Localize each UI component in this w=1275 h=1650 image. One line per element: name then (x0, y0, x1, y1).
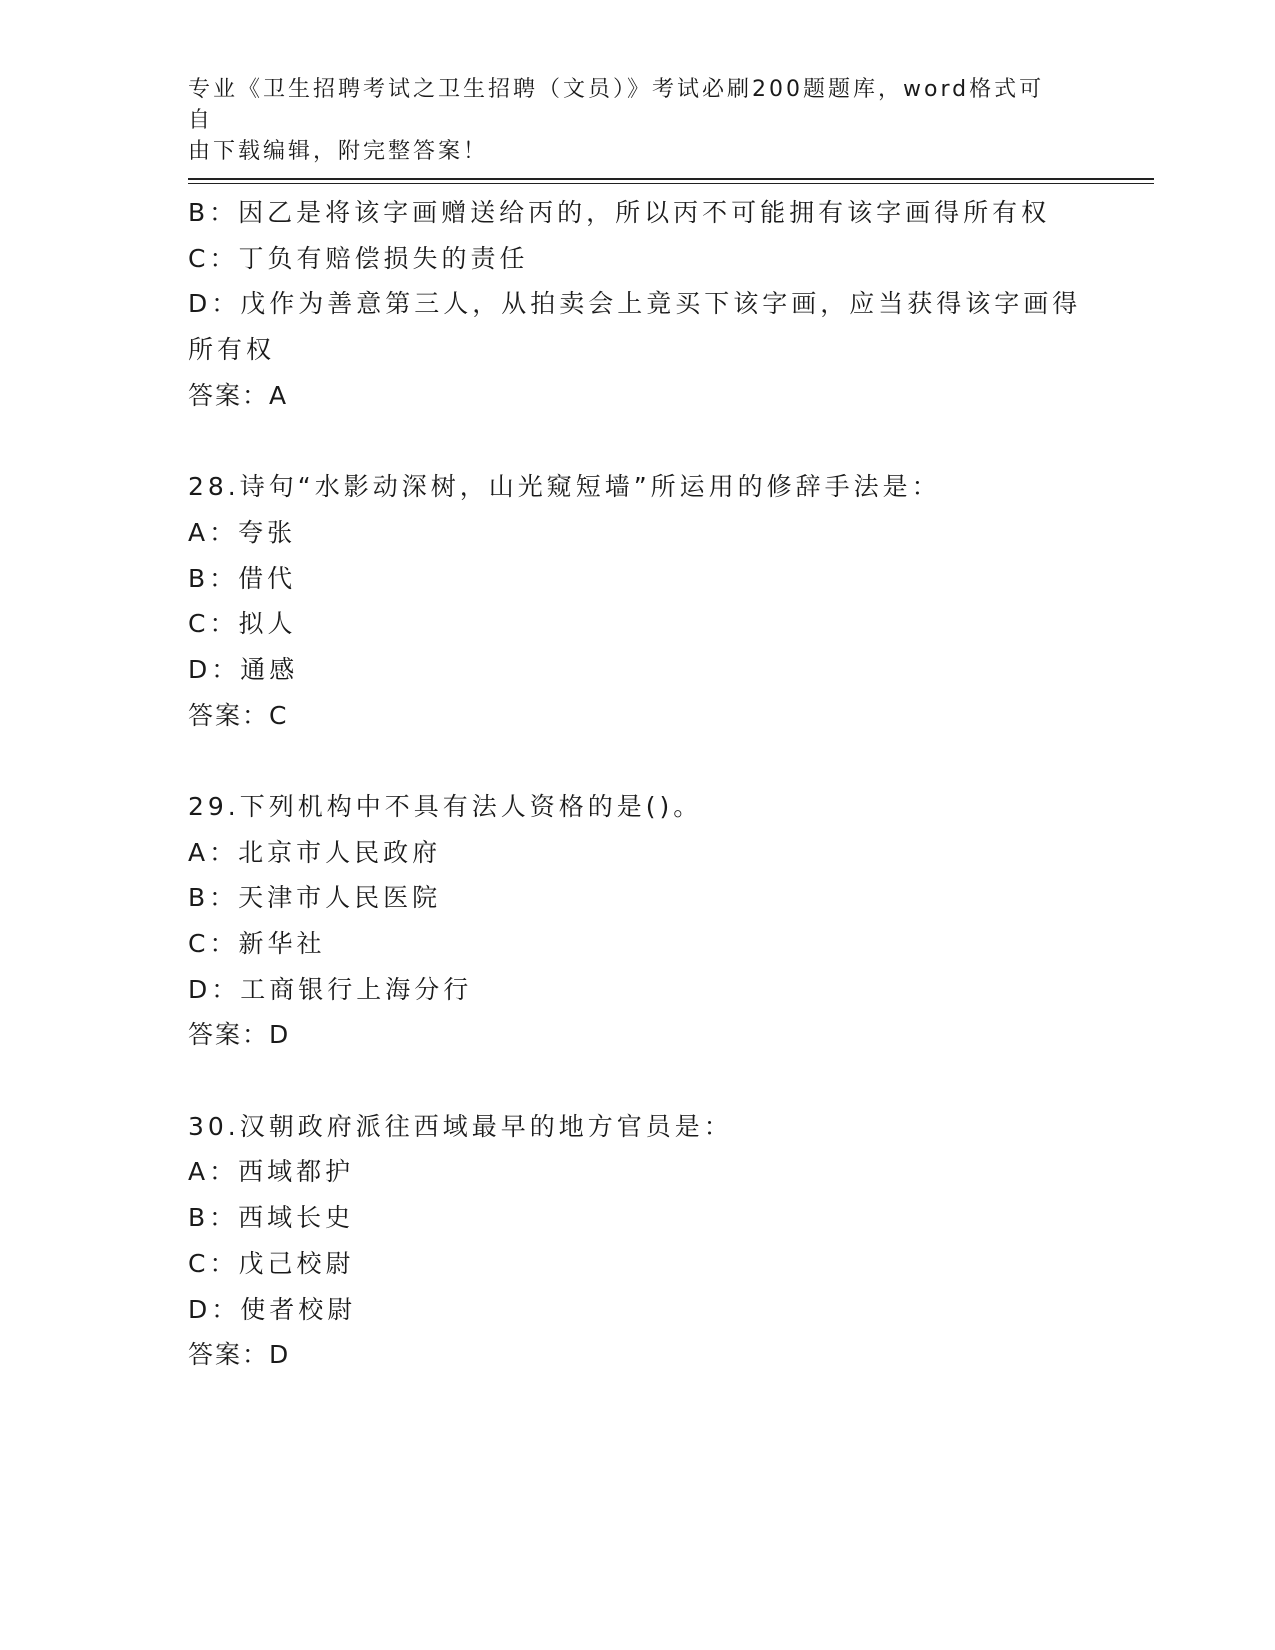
question-list (188, 190, 1088, 1378)
option-b: B：西域长史 (188, 1203, 355, 1233)
option-a: A：北京市人民政府 (188, 837, 442, 867)
option-d: D：工商银行上海分行 (188, 974, 473, 1004)
option-a: A：西域都护 (188, 1157, 355, 1187)
option-d-continued: 所有权 (188, 335, 276, 365)
option-d: D：通感 (188, 654, 299, 684)
question-27-continued (188, 190, 1088, 418)
option-c: C：戊己校尉 (188, 1248, 355, 1278)
header-line-1: 专业《卫生招聘考试之卫生招聘（文员）》考试必刷200题题库，word格式可自 (188, 77, 1045, 133)
question-text: 28.诗句“水影动深树，山光窥短墙”所运用的修辞手法是： (188, 472, 941, 502)
option-a: A：夸张 (188, 517, 297, 547)
answer: 答案：C (188, 700, 289, 730)
spacer (188, 738, 1088, 784)
option-d: D：使者校尉 (188, 1294, 357, 1324)
option-b: B：天津市人民医院 (188, 883, 442, 913)
header-line-2: 由下载编辑，附完整答案！ (188, 139, 489, 164)
spacer (188, 418, 1088, 464)
question-28 (188, 464, 1088, 738)
spacer (188, 1058, 1088, 1104)
option-d: D：戊作为善意第三人，从拍卖会上竟买下该字画，应当获得该字画得 (188, 289, 1082, 319)
option-c: C：新华社 (188, 929, 326, 958)
option-b: B：借代 (188, 563, 297, 593)
answer: 答案：D (188, 1020, 291, 1050)
question-text: 30.汉朝政府派往西域最早的地方官员是： (188, 1111, 733, 1141)
header-divider-thin (188, 183, 1154, 184)
answer: 答案：D (188, 1340, 291, 1370)
question-30 (188, 1104, 1088, 1378)
document-header (188, 74, 1068, 167)
answer: 答案：A (188, 380, 289, 410)
question-text: 29.下列机构中不具有法人资格的是()。 (188, 791, 703, 821)
question-29 (188, 784, 1088, 1058)
option-c: C：拟人 (188, 609, 297, 639)
option-b: B：因乙是将该字画赠送给丙的，所以丙不可能拥有该字画得所有权 (188, 198, 1051, 227)
header-divider-thick (188, 178, 1154, 180)
option-c: C：丁负有赔偿损失的责任 (188, 243, 529, 273)
